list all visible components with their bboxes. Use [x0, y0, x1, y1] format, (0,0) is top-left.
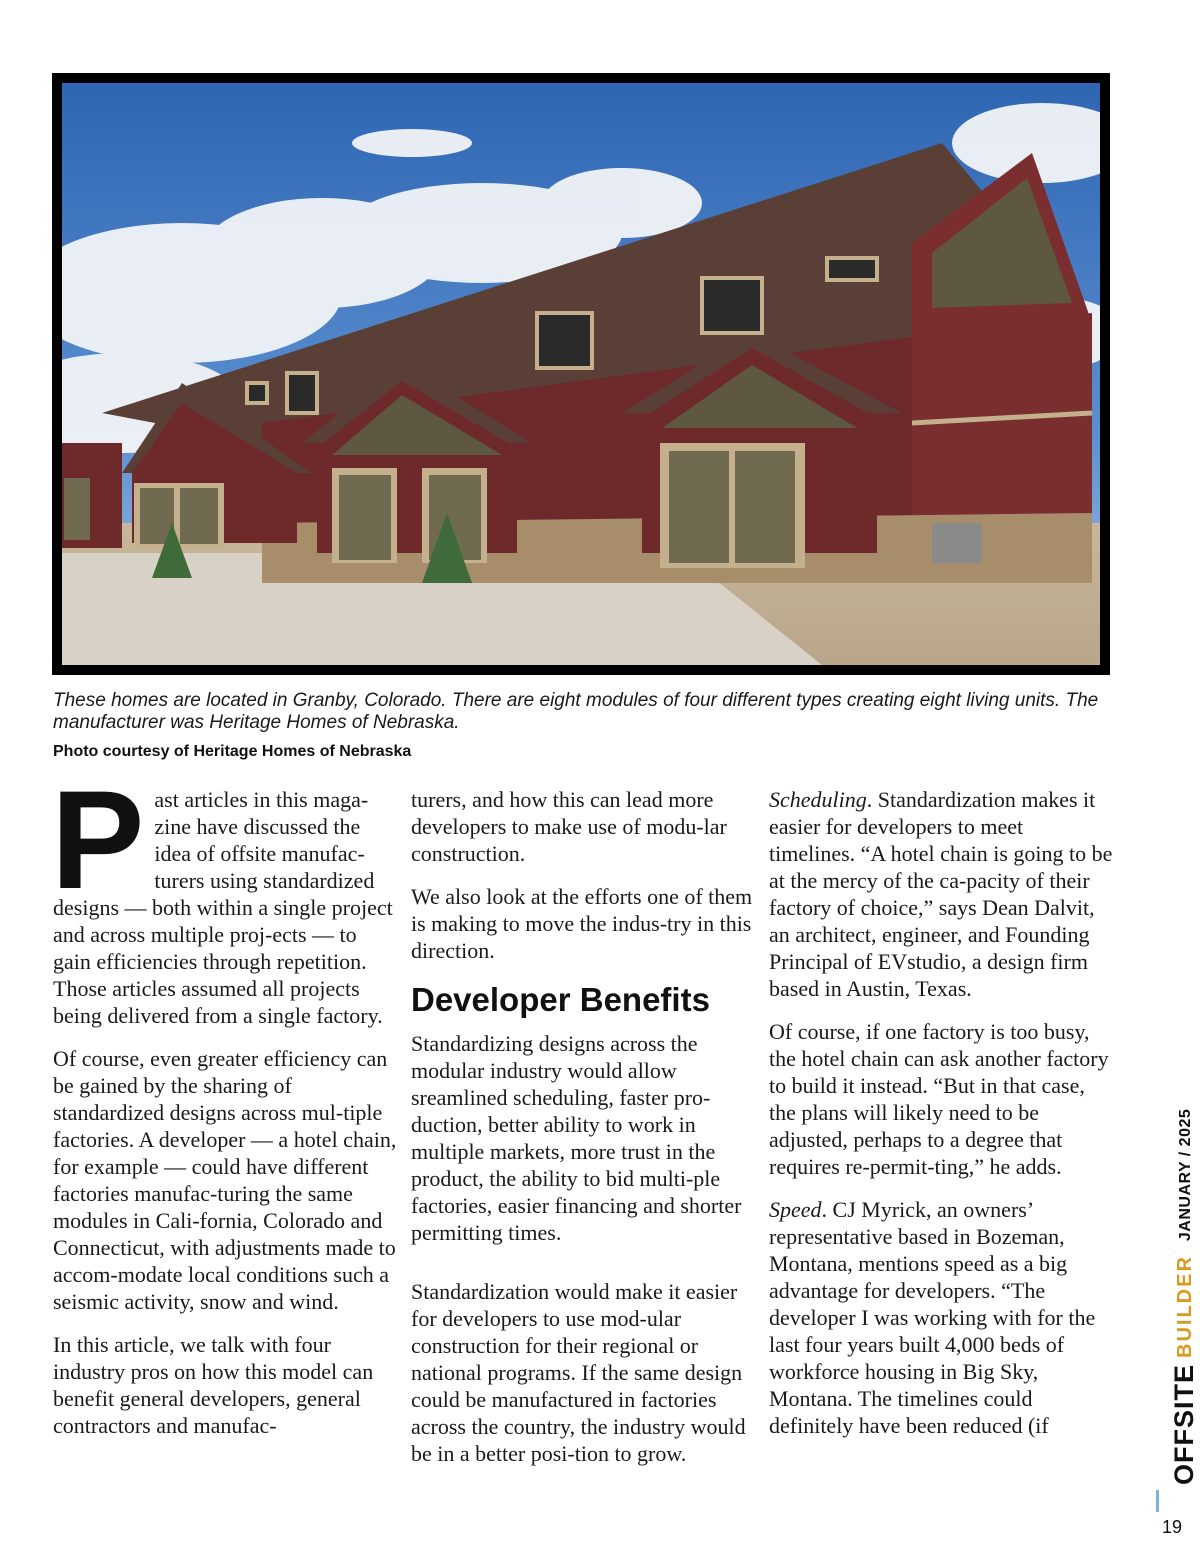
- paragraph-spacer: [411, 1262, 755, 1278]
- article-column-2: [411, 786, 755, 1483]
- scheduling-label: Scheduling: [769, 787, 867, 812]
- paragraph-3: In this article, we talk with four industry pros on how this model can benefit general developers, general contractors and manufac-: [53, 1332, 374, 1438]
- sidebar-label: [1170, 1109, 1200, 1485]
- article-column-3: [769, 786, 1113, 1455]
- page-number: 19: [1162, 1517, 1183, 1537]
- paragraph-7: Standardization would make it easier for developers to use mod-ular construction for their regional or national programs. If the same design could be manufactured in factories across the country, the industry would be in a better posi-tion to grow.: [411, 1279, 746, 1466]
- paragraph-1-text: ast articles in this maga-zine have discussed the idea of offsite manufac-turers using standardized designs — both within a single project and across multiple proj-ects — to gain efficiencies through repetition. Those articles assumed all projects being delivered from a single factory.: [53, 787, 393, 1028]
- paragraph-5: We also look at the efforts one of them is making to move the indus-try in this direction.: [411, 884, 753, 963]
- sidebar-divider: [1156, 1490, 1159, 1512]
- speed-label: Speed: [769, 1197, 822, 1222]
- paragraph-9: Of course, if one factory is too busy, the hotel chain can ask another factory to build it instead. “But in that case, the plans will likely need to be adjusted, perhaps to a degree that requires re-permit-ting,” he adds.: [769, 1019, 1109, 1179]
- paragraph-8: [769, 786, 1113, 1002]
- paragraph-6: Standardizing designs across the modular industry would allow sreamlined scheduling, faster pro-duction, better ability to work in multiple markets, more trust in the product, the ability to bid multi-ple factories, easier financing and shorter permitting times.: [411, 1031, 742, 1245]
- paragraph-10-text: . CJ Myrick, an owners’ representative based in Bozeman, Montana, mentions speed as a big advantage for developers. “The developer I was working with for the last four years built 4,000 beds of workforce housing in Big Sky, Montana. The timelines could definitely have been reduced (if: [769, 1197, 1096, 1438]
- paragraph-8-text: . Standardization makes it easier for developers to meet timelines. “A hotel chain is going to be at the mercy of the ca-pacity of their factory of choice,” says Dean Dalvit, an architect, engineer, and Founding Principal of EVstudio, a design firm based in Austin, Texas.: [769, 787, 1113, 1001]
- magazine-sidebar: [1150, 1108, 1199, 1485]
- issue-date: JANUARY / 2025: [1176, 1108, 1194, 1242]
- article-photo: [52, 73, 1110, 675]
- paragraph-10: [769, 1196, 1113, 1439]
- townhomes-illustration: [62, 83, 1100, 665]
- article-column-1: [51, 761, 397, 1455]
- paragraph-4: turers, and how this can lead more developers to make use of modu-lar construction.: [411, 787, 727, 866]
- paragraph-2: Of course, even greater efficiency can be gained by the sharing of standardized designs across mul-tiple factories. A developer — a hotel chain, for example — could have different factories manufac-turing the same modules in Cali-fornia, Colorado and Connecticut, with adjustments made to accom-modate local conditions such a seismic activity, snow and wind.: [53, 1046, 397, 1314]
- section-heading: Developer Benefits: [411, 981, 710, 1018]
- photo-caption: These homes are located in Granby, Colorado. There are eight modules of four different types creating eight living units. The manufacturer was Heritage Homes of Nebraska.: [53, 690, 1099, 733]
- brand-builder: BUILDER: [1174, 1255, 1196, 1358]
- drop-cap: P: [51, 761, 145, 918]
- paragraph-intro: [51, 761, 397, 1029]
- photo-credit: Photo courtesy of Heritage Homes of Nebraska: [53, 743, 412, 760]
- brand-offsite: OFFSITE: [1169, 1364, 1199, 1485]
